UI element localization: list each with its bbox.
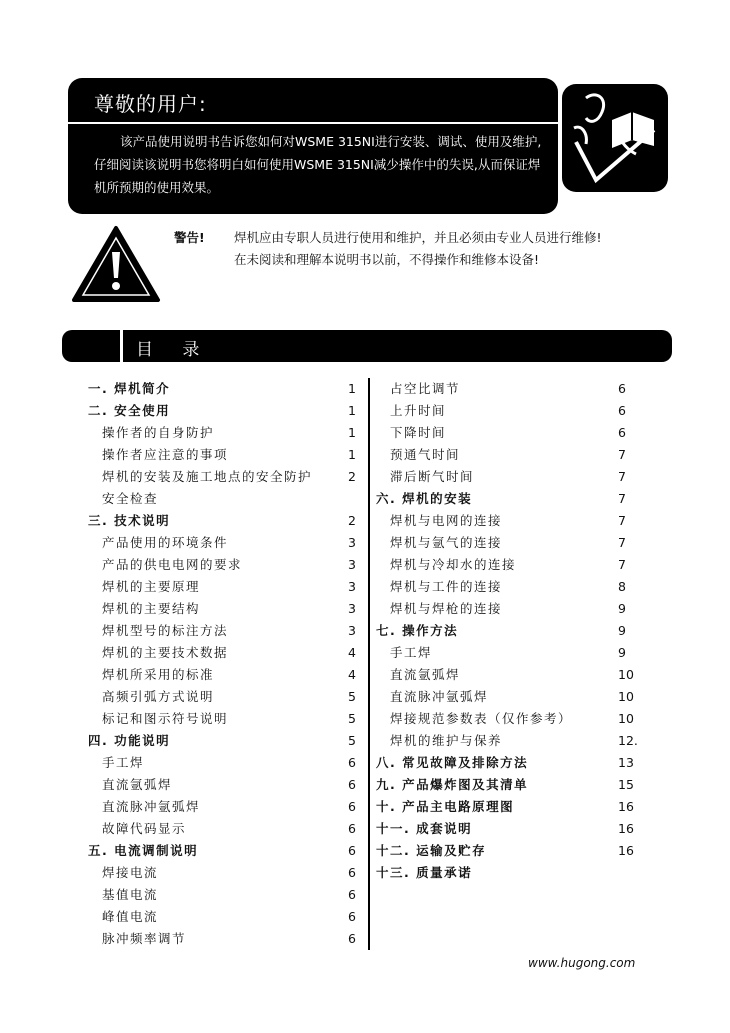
toc-subsection-entry[interactable] — [88, 620, 372, 642]
toc-entry-page: 6 — [618, 403, 626, 418]
toc-entry-page: 3 — [348, 601, 356, 616]
toc-entry-page: 1 — [348, 425, 356, 440]
toc-entry-page: 6 — [348, 777, 356, 792]
toc-subsection-entry[interactable] — [376, 532, 642, 554]
toc-entry-label: 七. 操作方法 — [376, 623, 459, 638]
intro-line-3: 机所预期的使用效果。 — [94, 180, 220, 195]
toc-entry-page: 1 — [348, 447, 356, 462]
toc-subsection-entry[interactable] — [88, 422, 372, 444]
toc-entry-page: 6 — [348, 843, 356, 858]
toc-subsection-entry[interactable] — [88, 906, 372, 928]
warning-line-1: 焊机应由专职人员进行使用和维护，并且必须由专业人员进行维修! — [234, 230, 602, 245]
toc-entry-page: 4 — [348, 667, 356, 682]
toc-entry-page: 2 — [348, 469, 356, 484]
intro-line-2: 仔细阅读该说明书您将明白如何使用WSME 315NI减少操作中的失误,从而保证焊 — [94, 157, 541, 172]
toc-entry-page: 7 — [618, 491, 626, 506]
toc-subsection-entry[interactable] — [88, 554, 372, 576]
toc-entry-page: 1 — [348, 381, 356, 396]
toc-subsection-entry[interactable] — [376, 686, 642, 708]
warning-triangle-icon — [70, 224, 162, 308]
toc-entry-page: 8 — [618, 579, 626, 594]
toc-entry-label: 焊机的主要技术数据 — [102, 645, 229, 660]
toc-entry-page: 2 — [348, 513, 356, 528]
toc-entry-page: 10 — [618, 667, 634, 682]
toc-entry-page: 3 — [348, 579, 356, 594]
toc-entry-label: 焊机与氩气的连接 — [390, 535, 503, 550]
toc-subsection-entry[interactable] — [88, 818, 372, 840]
toc-entry-label: 三. 技术说明 — [88, 513, 171, 528]
toc-entry-label: 焊机的安装及施工地点的安全防护 — [102, 469, 313, 484]
toc-entry-page: 3 — [348, 623, 356, 638]
toc-entry-page: 3 — [348, 557, 356, 572]
toc-entry-label: 焊接规范参数表（仅作参考） — [390, 711, 573, 726]
toc-title: 目 录 — [136, 340, 212, 360]
toc-entry-page: 10 — [618, 711, 634, 726]
toc-subsection-entry[interactable] — [376, 598, 642, 620]
toc-entry-label: 五. 电流调制说明 — [88, 843, 199, 858]
toc-entry-label: 八. 常见故障及排除方法 — [376, 755, 529, 770]
toc-entry-page: 7 — [618, 447, 626, 462]
toc-subsection-entry[interactable] — [376, 664, 642, 686]
toc-entry-page: 7 — [618, 469, 626, 484]
toc-entry-page: 13 — [618, 755, 634, 770]
toc-entry-page: 5 — [348, 689, 356, 704]
toc-section-entry[interactable] — [376, 752, 642, 774]
toc-entry-label: 操作者应注意的事项 — [102, 447, 229, 462]
toc-entry-page: 6 — [348, 931, 356, 946]
toc-bar-divider — [120, 330, 123, 362]
toc-entry-label: 手工焊 — [102, 755, 145, 770]
toc-subsection-entry[interactable] — [88, 488, 372, 510]
toc-section-entry[interactable] — [376, 818, 642, 840]
toc-entry-label: 焊机与焊枪的连接 — [390, 601, 503, 616]
toc-entry-label: 手工焊 — [390, 645, 433, 660]
website-url: www.hugong.com — [528, 956, 636, 970]
toc-section-entry[interactable] — [376, 488, 642, 510]
toc-subsection-entry[interactable] — [88, 532, 372, 554]
toc-entry-label: 焊机型号的标注方法 — [102, 623, 229, 638]
intro-title: 尊敬的用户: — [94, 92, 207, 116]
toc-subsection-entry[interactable] — [88, 884, 372, 906]
toc-entry-label: 下降时间 — [390, 425, 447, 440]
toc-entry-label: 直流脉冲氩弧焊 — [390, 689, 489, 704]
toc-entry-label: 九. 产品爆炸图及其清单 — [376, 777, 529, 792]
toc-entry-page: 6 — [348, 909, 356, 924]
toc-entry-page: 4 — [348, 645, 356, 660]
toc-entry-page: 5 — [348, 733, 356, 748]
toc-entry-label: 直流氩弧焊 — [390, 667, 461, 682]
toc-subsection-entry[interactable] — [88, 708, 372, 730]
toc-section-entry[interactable] — [88, 510, 372, 532]
toc-entry-page: 1 — [348, 403, 356, 418]
toc-subsection-entry[interactable] — [88, 796, 372, 818]
toc-entry-label: 操作者的自身防护 — [102, 425, 215, 440]
toc-subsection-entry[interactable] — [88, 686, 372, 708]
toc-entry-label: 四. 功能说明 — [88, 733, 171, 748]
toc-subsection-entry[interactable] — [88, 444, 372, 466]
toc-entry-page: 9 — [618, 623, 626, 638]
toc-subsection-entry[interactable] — [88, 642, 372, 664]
toc-entry-label: 焊机的维护与保养 — [390, 733, 503, 748]
toc-section-entry[interactable] — [376, 840, 642, 862]
toc-subsection-entry[interactable] — [376, 378, 642, 400]
toc-entry-label: 焊机与电网的连接 — [390, 513, 503, 528]
toc-entry-label: 焊机与冷却水的连接 — [390, 557, 517, 572]
toc-entry-label: 滞后断气时间 — [390, 469, 475, 484]
toc-entry-page: 6 — [618, 381, 626, 396]
toc-entry-label: 高频引弧方式说明 — [102, 689, 215, 704]
toc-entry-label: 六. 焊机的安装 — [376, 491, 473, 506]
toc-entry-page: 9 — [618, 645, 626, 660]
toc-entry-label: 焊机所采用的标准 — [102, 667, 215, 682]
toc-entry-page: 3 — [348, 535, 356, 550]
toc-section-entry[interactable] — [88, 400, 372, 422]
toc-section-entry[interactable] — [376, 620, 642, 642]
toc-entry-label: 直流氩弧焊 — [102, 777, 173, 792]
toc-subsection-entry[interactable] — [376, 730, 642, 752]
toc-entry-page: 9 — [618, 601, 626, 616]
toc-entry-label: 预通气时间 — [390, 447, 461, 462]
toc-subsection-entry[interactable] — [376, 554, 642, 576]
toc-entry-label: 十. 产品主电路原理图 — [376, 799, 515, 814]
toc-entry-label: 产品使用的环境条件 — [102, 535, 229, 550]
toc-subsection-entry[interactable] — [376, 444, 642, 466]
toc-entry-label: 上升时间 — [390, 403, 447, 418]
toc-entry-label: 产品的供电电网的要求 — [102, 557, 243, 572]
toc-section-entry[interactable] — [376, 796, 642, 818]
warning-line-2: 在未阅读和理解本说明书以前，不得操作和维修本设备! — [234, 252, 540, 267]
toc-entry-label: 十二. 运输及贮存 — [376, 843, 487, 858]
toc-entry-label: 焊机的主要结构 — [102, 601, 201, 616]
intro-box — [68, 78, 558, 214]
toc-entry-label: 十三. 质量承诺 — [376, 865, 473, 880]
toc-section-entry[interactable] — [376, 774, 642, 796]
toc-entry-page: 6 — [618, 425, 626, 440]
toc-entry-label: 焊机的主要原理 — [102, 579, 201, 594]
toc-entry-label: 焊接电流 — [102, 865, 159, 880]
intro-line-1: 该产品使用说明书告诉您如何对WSME 315NI进行安装、调试、使用及维护, — [120, 134, 542, 149]
toc-subsection-entry[interactable] — [376, 466, 642, 488]
toc-subsection-entry[interactable] — [376, 642, 642, 664]
reading-book-icon — [562, 84, 668, 192]
toc-entry-page: 16 — [618, 821, 634, 836]
toc-subsection-entry[interactable] — [376, 510, 642, 532]
toc-subsection-entry[interactable] — [88, 576, 372, 598]
toc-entry-label: 直流脉冲氩弧焊 — [102, 799, 201, 814]
toc-entry-page: 12. — [618, 733, 638, 748]
toc-entry-label: 基值电流 — [102, 887, 159, 902]
toc-section-entry[interactable] — [88, 378, 372, 400]
warning-label: 警告! — [174, 230, 205, 245]
toc-entry-label: 脉冲频率调节 — [102, 931, 187, 946]
toc-entry-label: 焊机与工件的连接 — [390, 579, 503, 594]
intro-body — [94, 130, 544, 199]
toc-subsection-entry[interactable] — [376, 708, 642, 730]
toc-subsection-entry[interactable] — [88, 598, 372, 620]
toc-subsection-entry[interactable] — [376, 400, 642, 422]
toc-subsection-entry[interactable] — [88, 928, 372, 950]
toc-subsection-entry[interactable] — [88, 466, 372, 488]
toc-section-entry[interactable] — [376, 862, 642, 884]
toc-subsection-entry[interactable] — [88, 664, 372, 686]
toc-entry-page: 16 — [618, 843, 634, 858]
toc-subsection-entry[interactable] — [376, 576, 642, 598]
toc-subsection-entry[interactable] — [376, 422, 642, 444]
toc-entry-label: 一. 焊机简介 — [88, 381, 171, 396]
toc-entry-page: 6 — [348, 887, 356, 902]
toc-entry-label: 故障代码显示 — [102, 821, 187, 836]
toc-entry-page: 7 — [618, 557, 626, 572]
toc-entry-page: 16 — [618, 799, 634, 814]
toc-entry-page: 15 — [618, 777, 634, 792]
toc-entry-label: 占空比调节 — [390, 381, 461, 396]
toc-entry-label: 标记和图示符号说明 — [102, 711, 229, 726]
toc-section-entry[interactable] — [88, 840, 372, 862]
toc-entry-label: 峰值电流 — [102, 909, 159, 924]
intro-divider — [68, 122, 558, 124]
toc-subsection-entry[interactable] — [88, 752, 372, 774]
toc-subsection-entry[interactable] — [88, 862, 372, 884]
toc-header-bar — [62, 330, 672, 362]
toc-entry-page: 7 — [618, 513, 626, 528]
toc-entry-label: 十一. 成套说明 — [376, 821, 473, 836]
toc-entry-label: 二. 安全使用 — [88, 403, 171, 418]
toc-entry-page: 6 — [348, 821, 356, 836]
toc-entry-page: 6 — [348, 755, 356, 770]
toc-subsection-entry[interactable] — [88, 774, 372, 796]
toc-section-entry[interactable] — [88, 730, 372, 752]
toc-entry-page: 6 — [348, 799, 356, 814]
toc-entry-page: 7 — [618, 535, 626, 550]
toc-entry-page: 5 — [348, 711, 356, 726]
toc-entry-label: 安全检查 — [102, 491, 159, 506]
toc-entry-page: 6 — [348, 865, 356, 880]
toc-entry-page: 10 — [618, 689, 634, 704]
